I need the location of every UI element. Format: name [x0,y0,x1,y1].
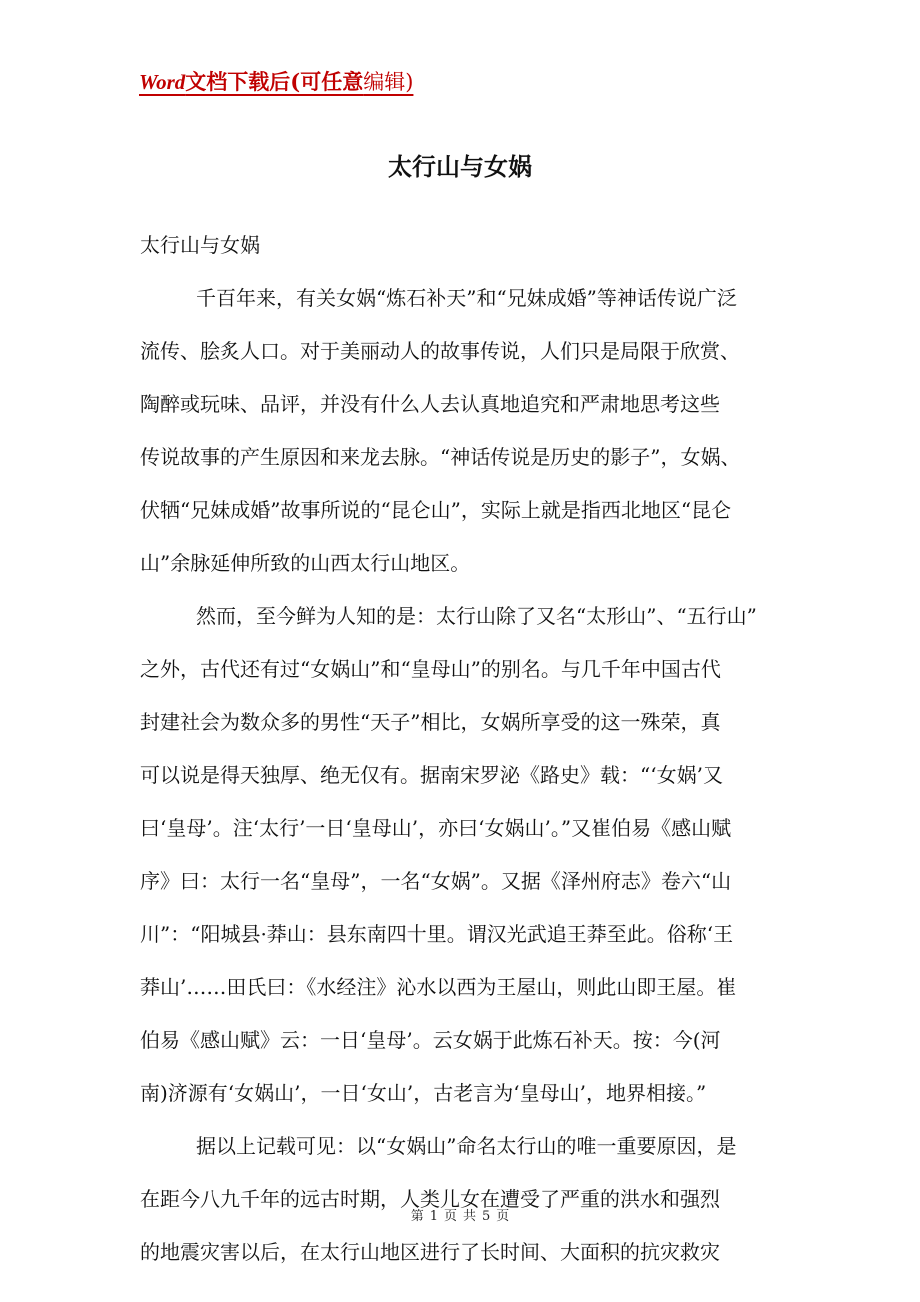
header-bold-text: 文档下载后(可任意 [185,69,364,94]
paragraph-3 [140,1128,784,1271]
paragraph-line: 伏牺“兄妹成婚”故事所说的“昆仑山”，实际上就是指西北地区“昆仑 [140,498,732,522]
paragraph-line: 南)济源有‘女娲山’，一日‘女山’，古老言为‘皇母山’，地界相接。” [140,1081,707,1105]
paragraph-line: 莽山’……田氏曰：《水经注》沁水以西为王屋山，则此山即王屋。崔 [140,975,737,999]
page-footer [0,1207,920,1227]
header-word: Word [139,70,186,94]
paragraph-line: 川”：“阳城县·莽山：县东南四十里。谓汉光武追王莽至此。俗称‘王 [140,922,734,946]
paragraph-line: 序》曰：太行一名“皇母”，一名“女娲”。又据《泽州府志》卷六“山 [140,869,732,893]
paragraph-line: 陶醉或玩味、品评，并没有什么人去认真地追究和严肃地思考这些 [140,392,720,416]
document-subtitle: 太行山与女娲 [140,233,260,257]
paragraph-line: 伯易《感山赋》云：一日‘皇母’。云女娲于此炼石补天。按：今(河 [140,1028,721,1052]
paragraph-line: 之外，古代还有过“女娲山”和“皇母山”的别名。与几千年中国古代 [140,657,721,681]
paragraph-line: 的地震灾害以后，在太行山地区进行了长时间、大面积的抗灾救灾 [140,1240,720,1264]
paragraph-line: 封建社会为数众多的男性“天子”相比，女娲所享受的这一殊荣，真 [140,710,721,734]
paragraph-line: 流传、脍炙人口。对于美丽动人的故事传说，人们只是局限于欣赏、 [140,339,740,363]
paragraph-line: 千百年来，有关女娲“炼石补天”和“兄妹成婚”等神话传说广泛 [196,286,737,310]
paragraph-line: 可以说是得天独厚、绝无仅有。据南宋罗泌《路史》载：“‘女娲’又 [140,763,723,787]
paragraph-line: 据以上记载可见：以“女娲山”命名太行山的唯一重要原因，是 [196,1134,737,1158]
paragraph-line: 曰‘皇母’。注‘太行’一日‘皇母山’，亦曰‘女娲山’。”又崔伯易《感山赋 [140,816,732,840]
footer-prefix: 第 [410,1209,424,1224]
footer-total-pages: 5 [482,1209,491,1224]
paragraph-2 [140,598,784,1112]
footer-total-word: 共 [463,1209,477,1224]
paragraph-line: 山”余脉延伸所致的山西太行山地区。 [140,551,471,575]
paragraph-line: 然而，至今鲜为人知的是：太行山除了又名“太形山”、“五行山” [196,604,757,628]
download-edit-link[interactable] [139,66,419,98]
header-plain-text: 编辑) [363,70,414,94]
paragraph-line: 传说故事的产生原因和来龙去脉。“神话传说是历史的影子”，女娲、 [140,445,741,469]
document-body [140,227,784,1271]
paragraph-line: 在距今八九千年的远古时期，人类儿女在遭受了严重的洪水和强烈 [140,1187,720,1211]
footer-current-page: 1 [429,1209,438,1224]
footer-page-word: 页 [443,1209,457,1224]
paragraph-1 [140,280,784,582]
page-title: 太行山与女娲 [388,152,532,181]
footer-suffix: 页 [496,1209,510,1224]
